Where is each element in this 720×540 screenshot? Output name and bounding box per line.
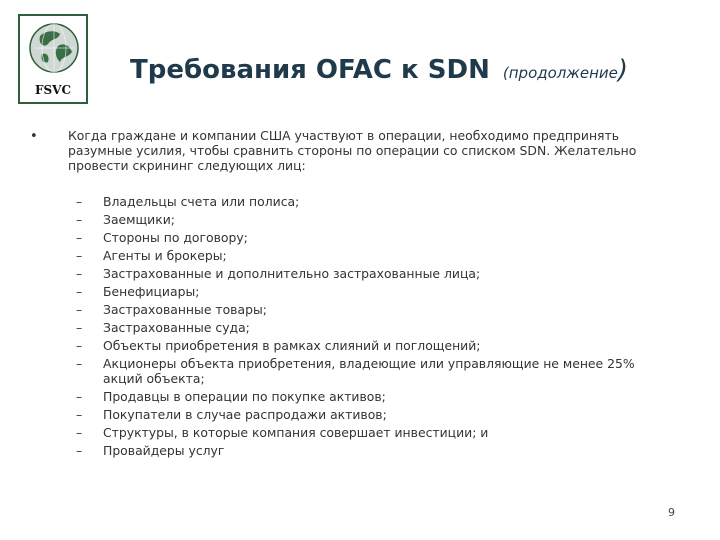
page-number: 9 — [668, 506, 675, 519]
title-paren: ) — [617, 55, 629, 85]
list-item-text: Провайдеры услуг — [103, 443, 225, 459]
list-item — [76, 356, 678, 386]
fsvc-logo — [18, 14, 88, 104]
logo-text: FSVC — [34, 83, 72, 97]
list-item — [76, 443, 696, 458]
list-dash: – — [76, 248, 83, 263]
page-title — [130, 55, 628, 85]
list-item — [76, 248, 696, 263]
list-item — [76, 266, 696, 281]
list-dash: – — [76, 338, 83, 353]
list-dash: – — [76, 443, 83, 459]
list-dash: – — [76, 230, 83, 245]
list-dash: – — [76, 407, 83, 423]
list-dash: – — [76, 356, 83, 371]
list-dash: – — [76, 320, 83, 335]
list-item — [76, 425, 696, 440]
list-item — [76, 212, 696, 227]
list-item-text: Агенты и брокеры; — [103, 248, 227, 263]
list-item-text: Заемщики; — [103, 212, 175, 227]
list-item-text: Покупатели в случае распродажи активов; — [103, 407, 387, 423]
title-main: Требования OFAC к SDN — [130, 55, 490, 85]
list-item-text: Стороны по договору; — [103, 230, 248, 245]
list-item — [76, 302, 696, 317]
list-dash: – — [76, 212, 83, 227]
list-dash: – — [76, 266, 83, 281]
list-item-text: Продавцы в операции по покупке активов; — [103, 389, 386, 405]
list-dash: – — [76, 389, 83, 405]
intro-paragraph: Когда граждане и компании США участвуют в операции, необходимо предпринять разумные усилия, чтобы сравнить стороны по операции со списком SDN. Желательно провести скрининг следующих лиц: — [68, 128, 637, 173]
list-item-text: Владельцы счета или полиса; — [103, 194, 300, 209]
list-dash: – — [76, 284, 83, 299]
list-dash: – — [76, 425, 83, 441]
list-item-text: Бенефициары; — [103, 284, 200, 299]
title-subtitle: (продолжение — [502, 64, 618, 82]
globe-icon — [28, 22, 80, 74]
list-dash: – — [76, 302, 83, 317]
list-item-text: Застрахованные суда; — [103, 320, 250, 335]
intro-bullet: • — [30, 129, 38, 144]
list-item — [76, 338, 696, 353]
list-item — [76, 284, 696, 299]
list-dash: – — [76, 194, 83, 209]
list-item — [76, 389, 696, 404]
list-item-text: Структуры, в которые компания совершает инвестиции; и — [103, 425, 489, 441]
screening-list — [76, 194, 696, 461]
list-item-text: Акционеры объекта приобретения, владеющие или управляющие не менее 25% акций объекта; — [103, 356, 635, 387]
list-item-text: Застрахованные и дополнительно застрахованные лица; — [103, 266, 481, 281]
list-item — [76, 320, 696, 335]
list-item-text: Объекты приобретения в рамках слияний и поглощений; — [103, 338, 481, 353]
list-item-text: Застрахованные товары; — [103, 302, 267, 317]
list-item — [76, 230, 696, 245]
list-item — [76, 407, 696, 422]
list-item — [76, 194, 696, 209]
